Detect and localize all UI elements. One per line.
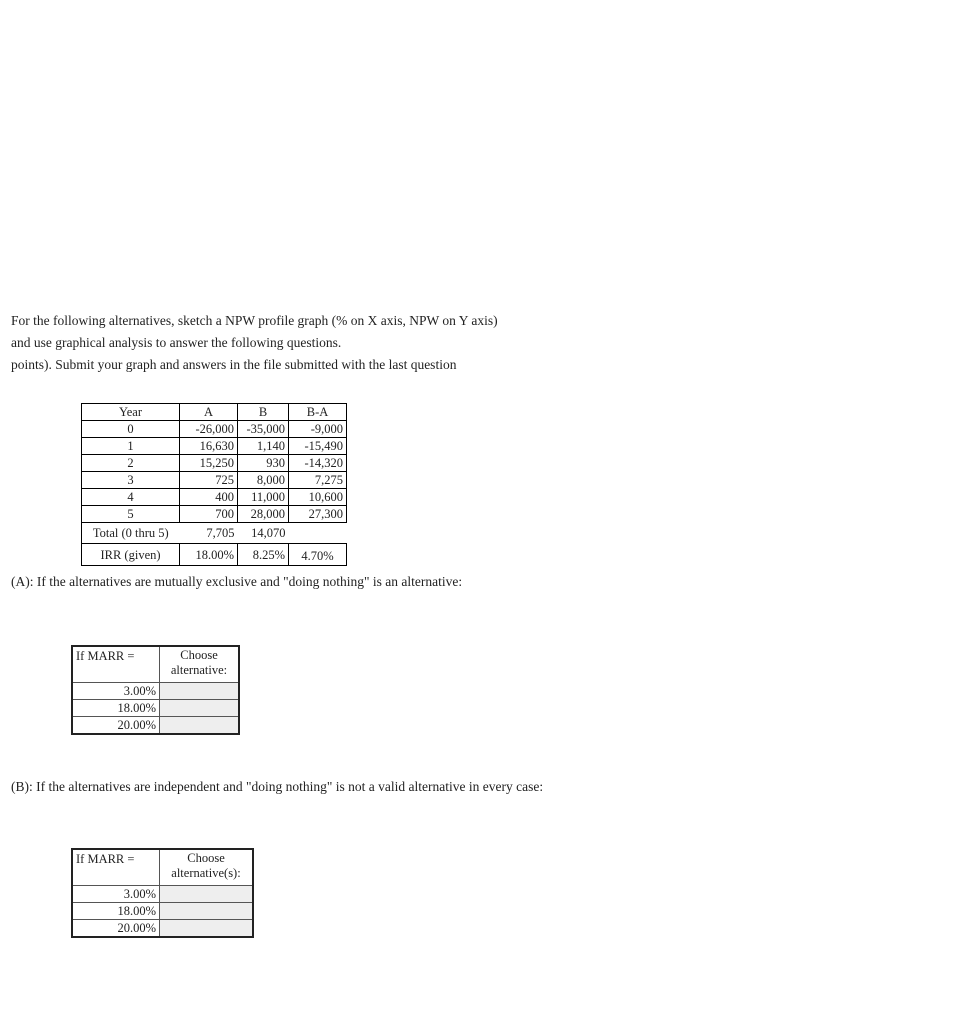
- total-a: 7,705: [206, 526, 235, 540]
- question-b-text: (B): If the alternatives are independent and "doing nothing" is not a valid alternative in every case:: [11, 779, 544, 794]
- b-minus-a-cell: -9,000: [289, 421, 347, 438]
- marr-header: If MARR =: [72, 646, 160, 683]
- choose-header-line-1: Choose: [187, 851, 225, 865]
- table-row: [82, 438, 347, 455]
- marr-row: [72, 683, 239, 700]
- header-b: B: [238, 404, 289, 421]
- choose-header-line-2: alternative:: [170, 663, 228, 677]
- instructions: [11, 310, 498, 376]
- answer-cell[interactable]: [160, 717, 240, 735]
- irr-b: 8.25%: [238, 544, 289, 566]
- choose-header: [160, 646, 240, 683]
- header-year: Year: [82, 404, 180, 421]
- year-cell: 5: [82, 506, 180, 523]
- marr-table-a: [71, 645, 240, 735]
- marr-header: If MARR =: [72, 849, 160, 886]
- irr-row: [82, 544, 347, 566]
- marr-row: [72, 920, 253, 938]
- b-cell: 11,000: [238, 489, 289, 506]
- a-cell: 400: [180, 489, 238, 506]
- a-cell: 16,630: [180, 438, 238, 455]
- total-empty: [289, 523, 347, 544]
- cash-flow-header-row: [82, 404, 347, 421]
- header-b-minus-a: B-A: [289, 404, 347, 421]
- marr-value: 20.00%: [72, 717, 160, 735]
- year-cell: 0: [82, 421, 180, 438]
- answer-cell[interactable]: [160, 920, 254, 938]
- marr-row: [72, 886, 253, 903]
- marr-table-b: [71, 848, 254, 938]
- instructions-line-1: For the following alternatives, sketch a NPW profile graph (% on X axis, NPW on Y axis): [11, 313, 498, 328]
- year-cell: 1: [82, 438, 180, 455]
- marr-header-row: [72, 646, 239, 683]
- total-b: 14,070: [251, 526, 286, 540]
- a-cell: 725: [180, 472, 238, 489]
- b-cell: 28,000: [238, 506, 289, 523]
- marr-value: 3.00%: [72, 886, 160, 903]
- table-row: [82, 489, 347, 506]
- year-cell: 4: [82, 489, 180, 506]
- marr-row: [72, 717, 239, 735]
- cash-flow-table: [81, 403, 347, 566]
- irr-label: IRR (given): [82, 544, 180, 566]
- answer-cell[interactable]: [160, 886, 254, 903]
- marr-value: 18.00%: [72, 700, 160, 717]
- instructions-line-2: and use graphical analysis to answer the following questions.: [11, 335, 342, 350]
- b-minus-a-cell: -14,320: [289, 455, 347, 472]
- b-cell: -35,000: [238, 421, 289, 438]
- b-minus-a-cell: 27,300: [289, 506, 347, 523]
- table-row: [82, 421, 347, 438]
- table-row: [82, 455, 347, 472]
- choose-header: [160, 849, 254, 886]
- a-cell: -26,000: [180, 421, 238, 438]
- b-cell: 1,140: [238, 438, 289, 455]
- table-row: [82, 472, 347, 489]
- marr-value: 18.00%: [72, 903, 160, 920]
- b-minus-a-cell: 7,275: [289, 472, 347, 489]
- marr-row: [72, 903, 253, 920]
- answer-cell[interactable]: [160, 700, 240, 717]
- choose-header-line-2: alternative(s):: [171, 866, 241, 880]
- answer-cell[interactable]: [160, 903, 254, 920]
- total-label: Total (0 thru 5): [82, 523, 180, 544]
- b-minus-a-cell: -15,490: [289, 438, 347, 455]
- marr-value: 3.00%: [72, 683, 160, 700]
- choose-header-line-1: Choose: [180, 648, 218, 662]
- irr-a: 18.00%: [180, 544, 238, 566]
- irr-b-minus-a: 4.70%: [289, 544, 347, 566]
- instructions-line-3: points). Submit your graph and answers in the file submitted with the last question: [11, 357, 457, 372]
- header-a: A: [180, 404, 238, 421]
- b-cell: 8,000: [238, 472, 289, 489]
- b-cell: 930: [238, 455, 289, 472]
- b-minus-a-cell: 10,600: [289, 489, 347, 506]
- total-row: [82, 523, 347, 544]
- year-cell: 2: [82, 455, 180, 472]
- table-row: [82, 506, 347, 523]
- marr-header-row: [72, 849, 253, 886]
- year-cell: 3: [82, 472, 180, 489]
- a-cell: 700: [180, 506, 238, 523]
- a-cell: 15,250: [180, 455, 238, 472]
- marr-row: [72, 700, 239, 717]
- marr-value: 20.00%: [72, 920, 160, 938]
- question-a-text: (A): If the alternatives are mutually exclusive and "doing nothing" is an alternative:: [11, 574, 463, 589]
- answer-cell[interactable]: [160, 683, 240, 700]
